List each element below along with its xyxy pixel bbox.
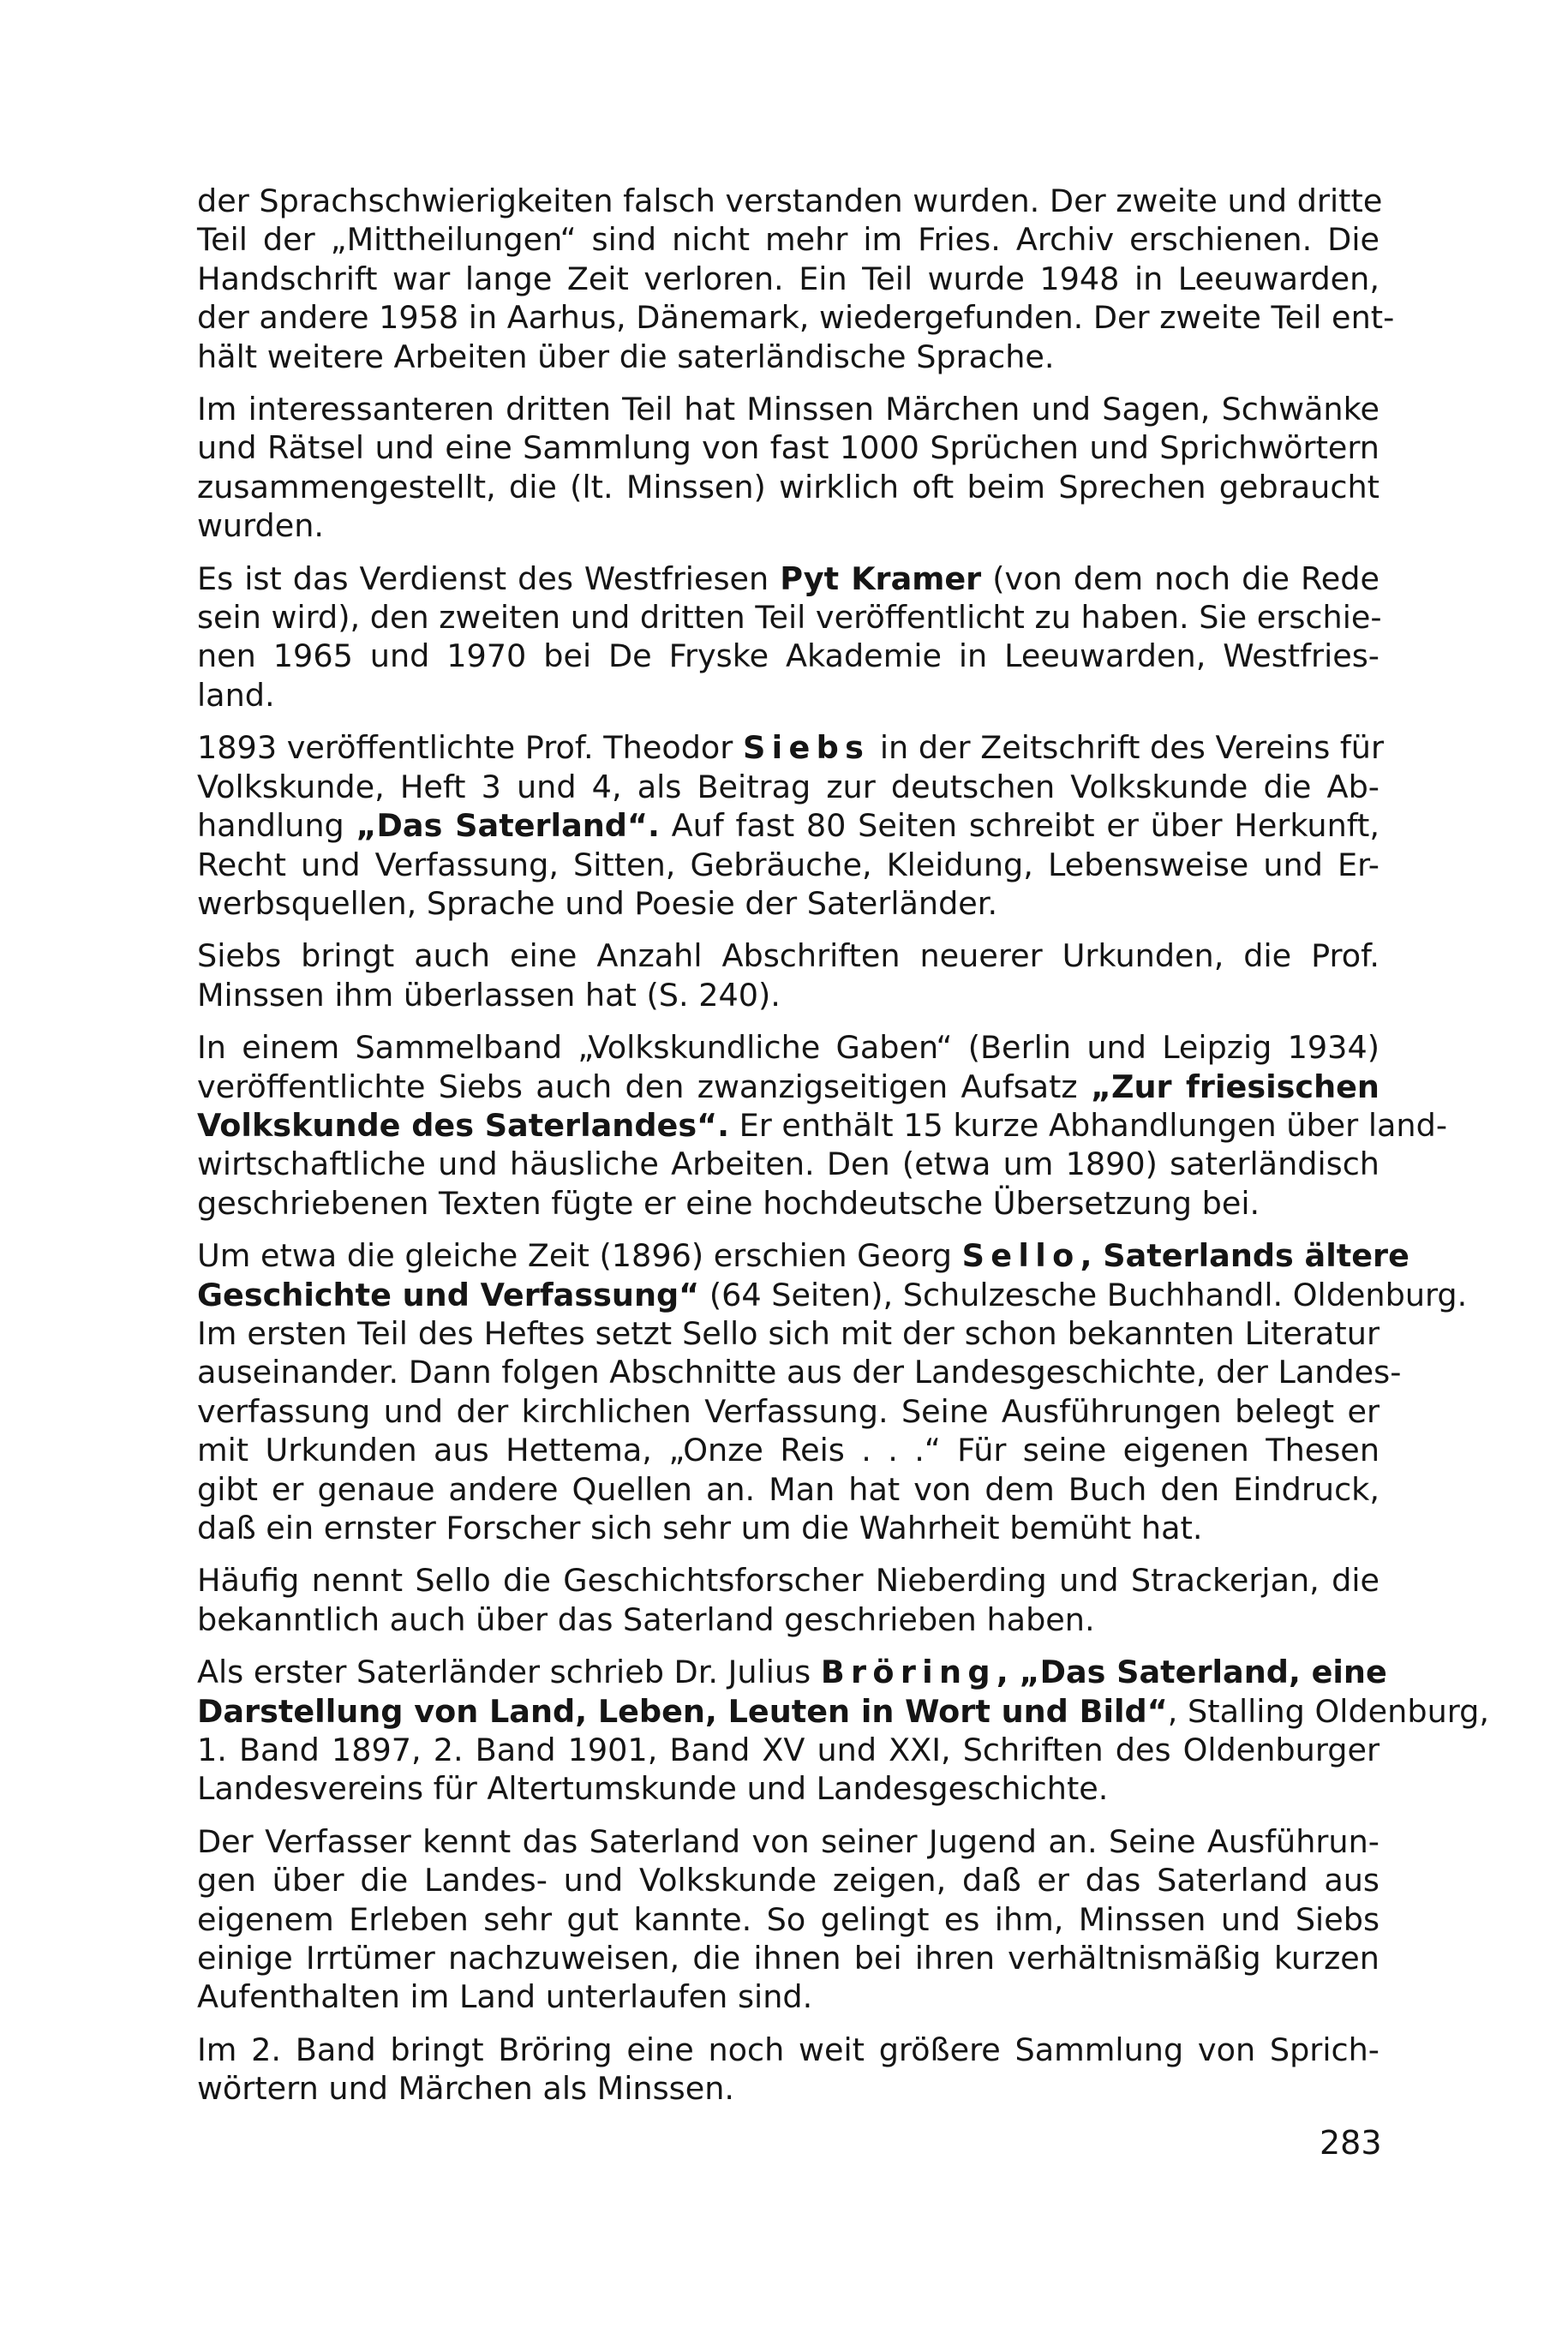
paragraph: [197, 1028, 1448, 1223]
text-line: werbsquellen, Sprache und Poesie der Saterländer.: [197, 884, 998, 922]
bold-comma: ,: [996, 1654, 1020, 1691]
text-line: einige Irrtümer nachzuweisen, die ihnen bei ihren verhältnismäßig kurzen: [197, 1940, 1379, 1977]
text-line: wurden.: [197, 507, 325, 545]
text-line: Aufenthalten im Land unterlaufen sind.: [197, 1978, 813, 2016]
text-line: In einem Sammelband „Volkskundliche Gaben“ (Berlin und Leipzig 1934): [197, 1029, 1379, 1067]
bold-title: Volkskunde des Saterlandes“.: [197, 1106, 730, 1144]
text-line: Darstellung von Land, Leben, Leuten in Wort und Bild“, Stalling Oldenburg,: [197, 1692, 1489, 1730]
text-line: der andere 1958 in Aarhus, Dänemark, wiedergefunden. Der zweite Teil ent-: [197, 299, 1395, 337]
bold-title: Saterlands ältere: [1103, 1237, 1409, 1275]
text-line: Minssen ihm überlassen hat (S. 240).: [197, 976, 781, 1014]
paragraph: [197, 390, 1379, 546]
bold-title: Darstellung von Land, Leben, Leuten in Wort und Bild“: [197, 1692, 1168, 1730]
text-line: Recht und Verfassung, Sitten, Gebräuche, Kleidung, Lebensweise und Er-: [197, 846, 1379, 883]
text-line: Der Verfasser kennt das Saterland von seiner Jugend an. Seine Ausführun-: [197, 1822, 1379, 1860]
text-line: Im interessanteren dritten Teil hat Minssen Märchen und Sagen, Schwänke: [197, 391, 1379, 428]
text-line: Um etwa die gleiche Zeit (1896) erschien Georg Sello, Saterlands ältere: [197, 1237, 1409, 1275]
text-line: land.: [197, 676, 275, 714]
text-line: Teil der „Mittheilungen“ sind nicht mehr im Fries. Archiv erschienen. Die: [197, 221, 1379, 259]
text-line: wörtern und Märchen als Minssen.: [197, 2070, 735, 2108]
bold-title: „Das Saterland“.: [356, 807, 660, 845]
paragraph: [197, 1653, 1489, 1809]
text-line: gen über die Landes- und Volkskunde zeigen, daß er das Saterland aus: [197, 1862, 1379, 1899]
text-line: veröffentlichte Siebs auch den zwanzigseitigen Aufsatz „Zur friesischen: [197, 1068, 1379, 1105]
text-line: der Sprachschwierigkeiten falsch verstanden wurden. Der zweite und dritte: [197, 182, 1383, 219]
text-line: Es ist das Verdienst des Westfriesen Pyt Kramer (von dem noch die Rede: [197, 559, 1379, 597]
text-line: daß ein ernster Forscher sich sehr um die Wahrheit bemüht hat.: [197, 1510, 1203, 1546]
text-line: Häufig nennt Sello die Geschichtsforscher Nieberding und Strackerjan, die: [197, 1562, 1379, 1600]
page-number: 283: [1320, 2124, 1382, 2162]
paragraph: [197, 1822, 1379, 2017]
text-line: Geschichte und Verfassung“ (64 Seiten), Schulzesche Buchhandl. Oldenburg.: [197, 1276, 1468, 1313]
paragraph: [197, 936, 1379, 1014]
page-body: [197, 182, 1489, 2122]
text-line: Volkskunde des Saterlandes“. Er enthält 15 kurze Abhandlungen über land-: [197, 1106, 1448, 1144]
text-line: Im 2. Band bringt Bröring eine noch weit größere Sammlung von Sprich-: [197, 2031, 1379, 2068]
text-line: und Rätsel und eine Sammlung von fast 1000 Sprüchen und Sprichwörtern: [197, 429, 1379, 467]
text-line: Im ersten Teil des Heftes setzt Sello sich mit der schon bekannten Literatur: [197, 1314, 1379, 1352]
bold-comma: ,: [1080, 1237, 1104, 1275]
bold-title: „Das Saterland, eine: [1019, 1654, 1387, 1691]
text-line: eigenem Erleben sehr gut kannte. So gelingt es ihm, Minssen und Siebs: [197, 1900, 1379, 1938]
spaced-name: Sello: [961, 1237, 1080, 1275]
text-line: Volkskunde, Heft 3 und 4, als Beitrag zur deutschen Volkskunde die Ab-: [197, 768, 1379, 805]
spaced-name: Siebs: [742, 729, 871, 767]
text-line: bekanntlich auch über das Saterland geschrieben haben.: [197, 1600, 1095, 1638]
text-line: Siebs bringt auch eine Anzahl Abschriften neuerer Urkunden, die Prof.: [197, 937, 1379, 975]
paragraph: [197, 559, 1382, 715]
text-line: mit Urkunden aus Hettema, „Onze Reis . . .“ Für seine eigenen Thesen: [197, 1432, 1379, 1469]
text-line: Handschrift war lange Zeit verloren. Ein Teil wurde 1948 in Leeuwarden,: [197, 260, 1379, 297]
text-line: 1. Band 1897, 2. Band 1901, Band XV und XXI, Schriften des Oldenburger: [197, 1732, 1379, 1769]
paragraph: [197, 1236, 1468, 1547]
bold-title: Geschichte und Verfassung“: [197, 1276, 700, 1313]
text-line: Als erster Saterländer schrieb Dr. Julius Bröring, „Das Saterland, eine: [197, 1654, 1387, 1691]
text-line: verfassung und der kirchlichen Verfassung. Seine Ausführungen belegt er: [197, 1392, 1379, 1430]
paragraph: [197, 2031, 1379, 2109]
paragraph: [197, 182, 1395, 376]
text-line: Landesvereins für Altertumskunde und Landesgeschichte.: [197, 1770, 1109, 1808]
text-line: sein wird), den zweiten und dritten Teil veröffentlicht zu haben. Sie erschie-: [197, 599, 1382, 637]
spaced-name: Bröring: [820, 1654, 996, 1691]
text-line: wirtschaftliche und häusliche Arbeiten. Den (etwa um 1890) saterländisch: [197, 1146, 1379, 1183]
text-line: zusammengestellt, die (lt. Minssen) wirklich oft beim Sprechen gebraucht: [197, 468, 1379, 505]
text-line: nen 1965 und 1970 bei De Fryske Akademie in Leeuwarden, Westfries-: [197, 637, 1379, 675]
bold-name: Pyt Kramer: [780, 559, 982, 597]
bold-title: „Zur friesischen: [1090, 1068, 1379, 1105]
text-line: geschriebenen Texten fügte er eine hochdeutsche Übersetzung bei.: [197, 1184, 1260, 1222]
text-line: auseinander. Dann folgen Abschnitte aus der Landesgeschichte, der Landes-: [197, 1354, 1402, 1391]
paragraph: [197, 1561, 1379, 1639]
text-line: 1893 veröffentlichte Prof. Theodor Siebs in der Zeitschrift des Vereins für: [197, 729, 1385, 767]
text-line: gibt er genaue andere Quellen an. Man hat von dem Buch den Eindruck,: [197, 1470, 1379, 1508]
text-line: handlung „Das Saterland“. Auf fast 80 Seiten schreibt er über Herkunft,: [197, 807, 1379, 845]
paragraph: [197, 728, 1385, 923]
text-line: hält weitere Arbeiten über die saterländische Sprache.: [197, 338, 1055, 375]
